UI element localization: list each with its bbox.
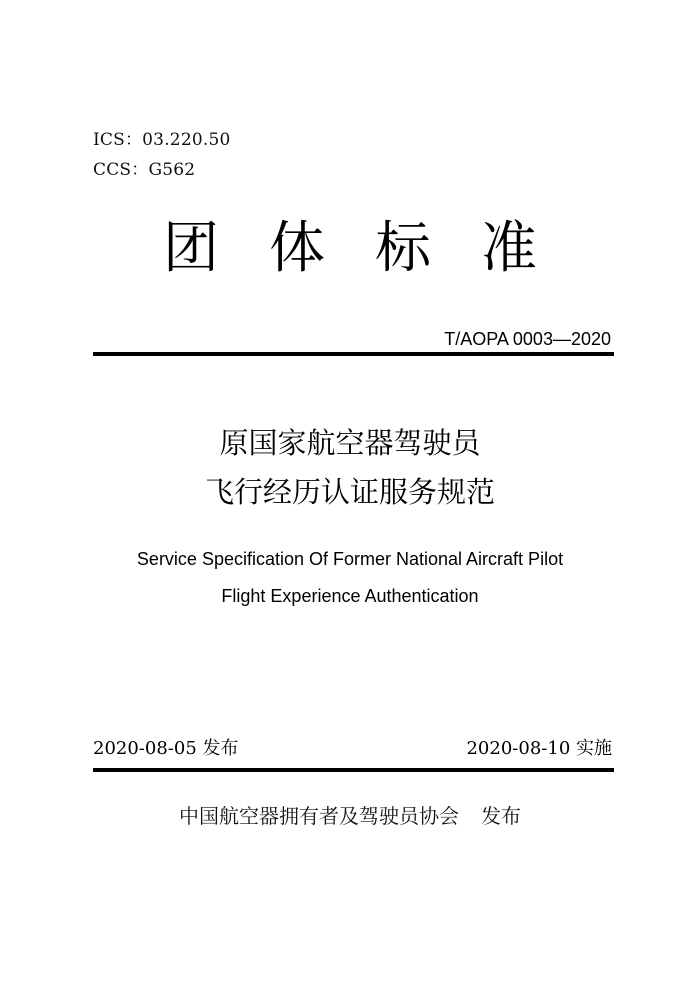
publisher-organization: 中国航空器拥有者及驾驶员协会: [179, 804, 459, 828]
publish-date: 2020-08-05 发布: [93, 738, 239, 759]
standard-type-heading: [0, 214, 700, 284]
bottom-divider: [93, 768, 614, 772]
standard-type-char: 标: [375, 216, 431, 281]
implementation-date: 2020-08-10 实施: [466, 738, 612, 759]
english-title-line-1: Service Specification Of Former National Aircraft Pilot: [136, 549, 564, 569]
chinese-title-line-1: 原国家航空器驾驶员: [219, 426, 481, 460]
english-title-line-2: Flight Experience Authentication: [221, 586, 479, 606]
publisher-action: 发布: [481, 804, 521, 828]
top-divider: [93, 352, 614, 356]
publisher-line: [0, 803, 700, 829]
ccs-code: CCS：G562: [93, 160, 196, 180]
standard-type-char: 准: [481, 216, 537, 281]
standard-type-char: 团: [163, 216, 219, 281]
standard-type-char: 体: [269, 216, 325, 281]
ics-code: ICS：03.220.50: [93, 130, 231, 150]
chinese-title-line-2: 飞行经历认证服务规范: [204, 475, 495, 509]
standard-number: T/AOPA 0003—2020: [444, 329, 611, 349]
